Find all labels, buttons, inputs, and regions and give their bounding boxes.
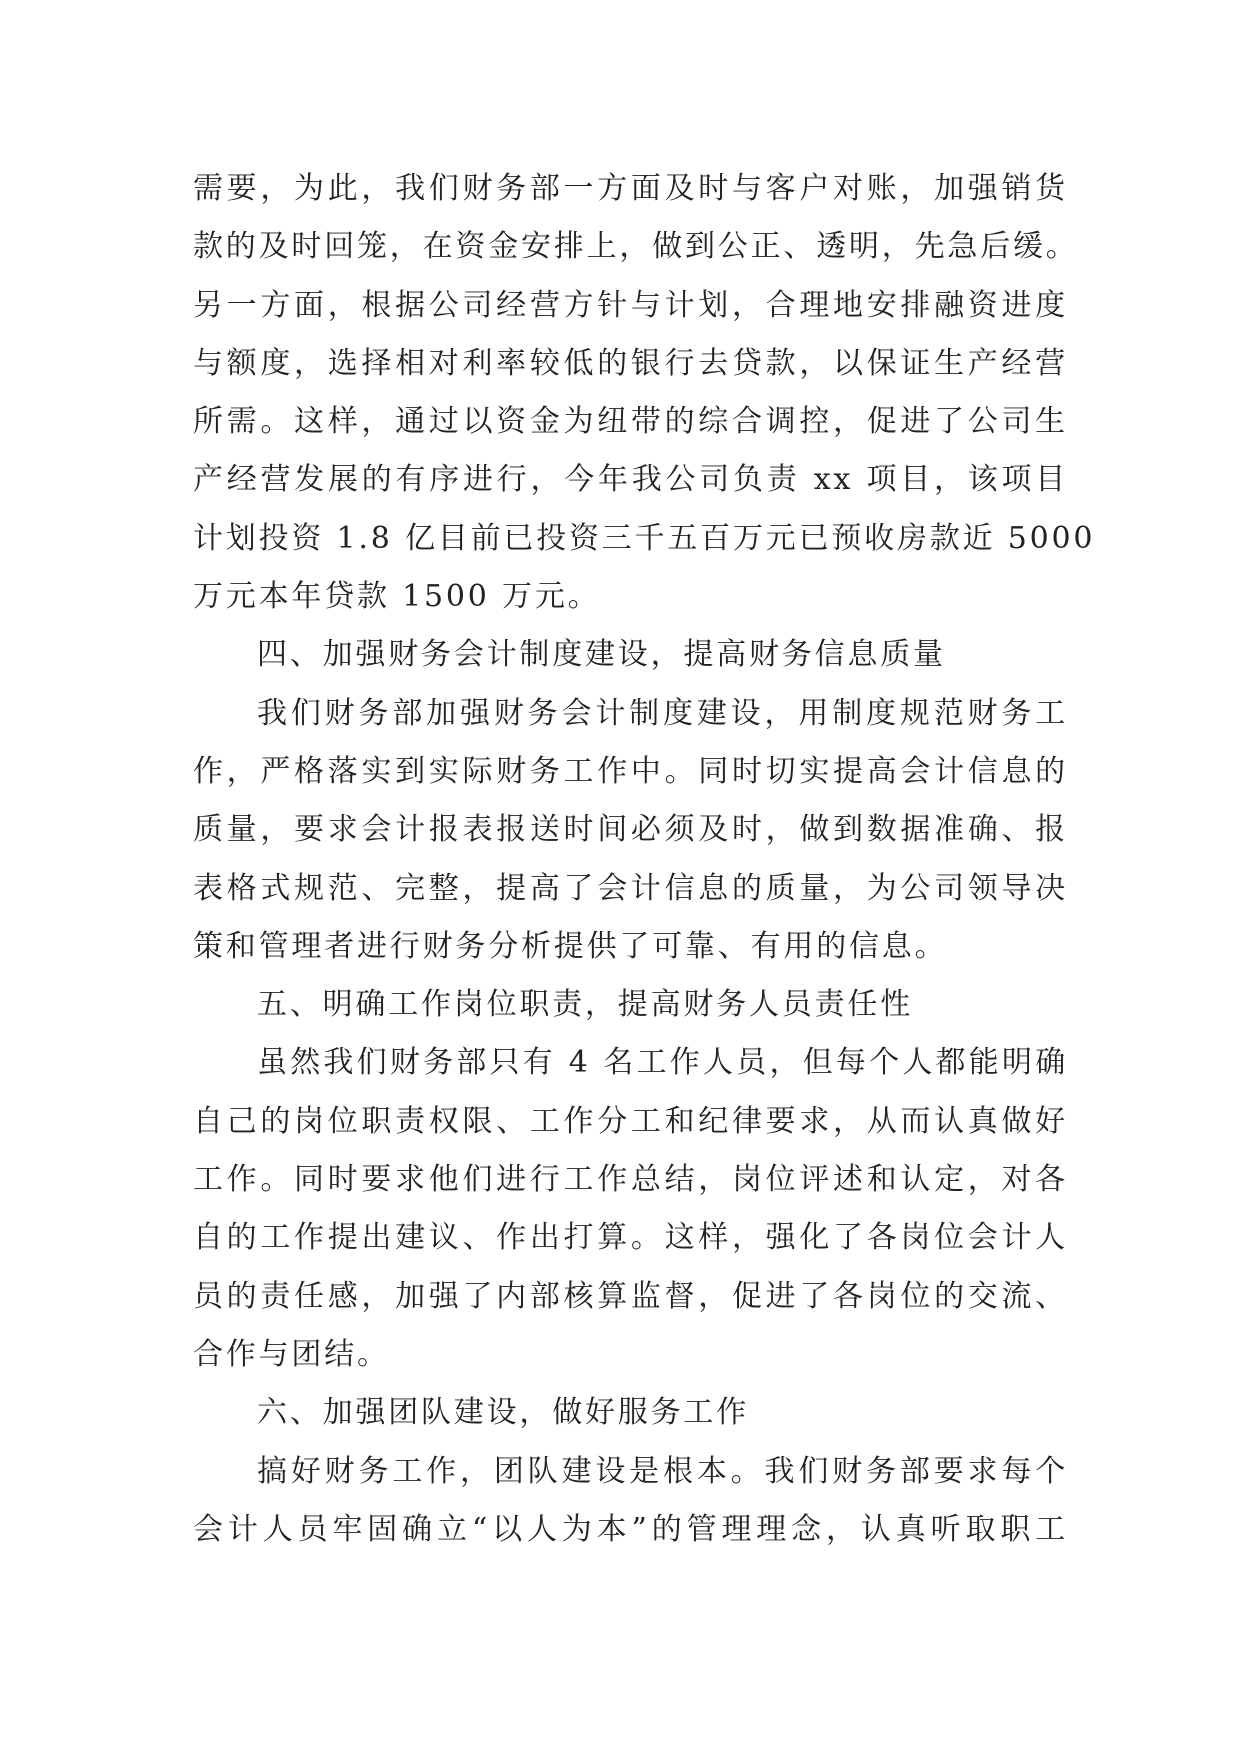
paragraph-line: 策和管理者进行财务分析提供了可靠、有用的信息。 xyxy=(193,928,948,964)
paragraph-line: 虽然我们财务部只有 4 名工作人员，但每个人都能明确 xyxy=(257,1045,1068,1081)
section-heading: 五、明确工作岗位职责，提高财务人员责任性 xyxy=(257,987,913,1023)
paragraph-line: 自己的岗位职责权限、工作分工和纪律要求，从而认真做好 xyxy=(193,1103,1068,1139)
paragraph-line: 所需。这样，通过以资金为纽带的综合调控，促进了公司生 xyxy=(193,404,1068,440)
paragraph-line: 质量，要求会计报表报送时间必须及时，做到数据准确、报 xyxy=(193,812,1068,848)
paragraph-line: 作，严格落实到实际财务工作中。同时切实提高会计信息的 xyxy=(193,753,1068,789)
paragraph-line: 另一方面，根据公司经营方针与计划，合理地安排融资进度 xyxy=(193,287,1068,323)
paragraph-line: 工作。同时要求他们进行工作总结，岗位评述和认定，对各 xyxy=(193,1162,1068,1198)
paragraph-line: 会计人员牢固确立“以人为本”的管理理念，认真听取职工 xyxy=(193,1511,1068,1547)
paragraph-line: 产经营发展的有序进行，今年我公司负责 xx 项目，该项目 xyxy=(193,462,1068,498)
paragraph-line: 表格式规范、完整，提高了会计信息的质量，为公司领导决 xyxy=(193,870,1068,906)
paragraph-line: 搞好财务工作，团队建设是根本。我们财务部要求每个 xyxy=(257,1453,1068,1489)
document-body xyxy=(193,160,1096,1559)
paragraph-line: 我们财务部加强财务会计制度建设，用制度规范财务工 xyxy=(257,695,1068,731)
paragraph-line: 万元本年贷款 1500 万元。 xyxy=(193,579,601,615)
paragraph-line: 与额度，选择相对利率较低的银行去贷款，以保证生产经营 xyxy=(193,345,1068,381)
paragraph-line: 款的及时回笼，在资金安排上，做到公正、透明，先急后缓。 xyxy=(193,229,1079,265)
section-heading: 四、加强财务会计制度建设，提高财务信息质量 xyxy=(257,637,946,673)
paragraph-line: 合作与团结。 xyxy=(193,1336,390,1372)
paragraph-line: 自的工作提出建议、作出打算。这样，强化了各岗位会计人 xyxy=(193,1220,1068,1256)
paragraph-line: 计划投资 1.8 亿目前已投资三千五百万元已预收房款近 5000 xyxy=(193,520,1096,556)
paragraph-line: 员的责任感，加强了内部核算监督，促进了各岗位的交流、 xyxy=(193,1278,1068,1314)
paragraph-line: 需要，为此，我们财务部一方面及时与客户对账，加强销货 xyxy=(193,171,1068,206)
section-heading: 六、加强团队建设，做好服务工作 xyxy=(257,1395,749,1431)
